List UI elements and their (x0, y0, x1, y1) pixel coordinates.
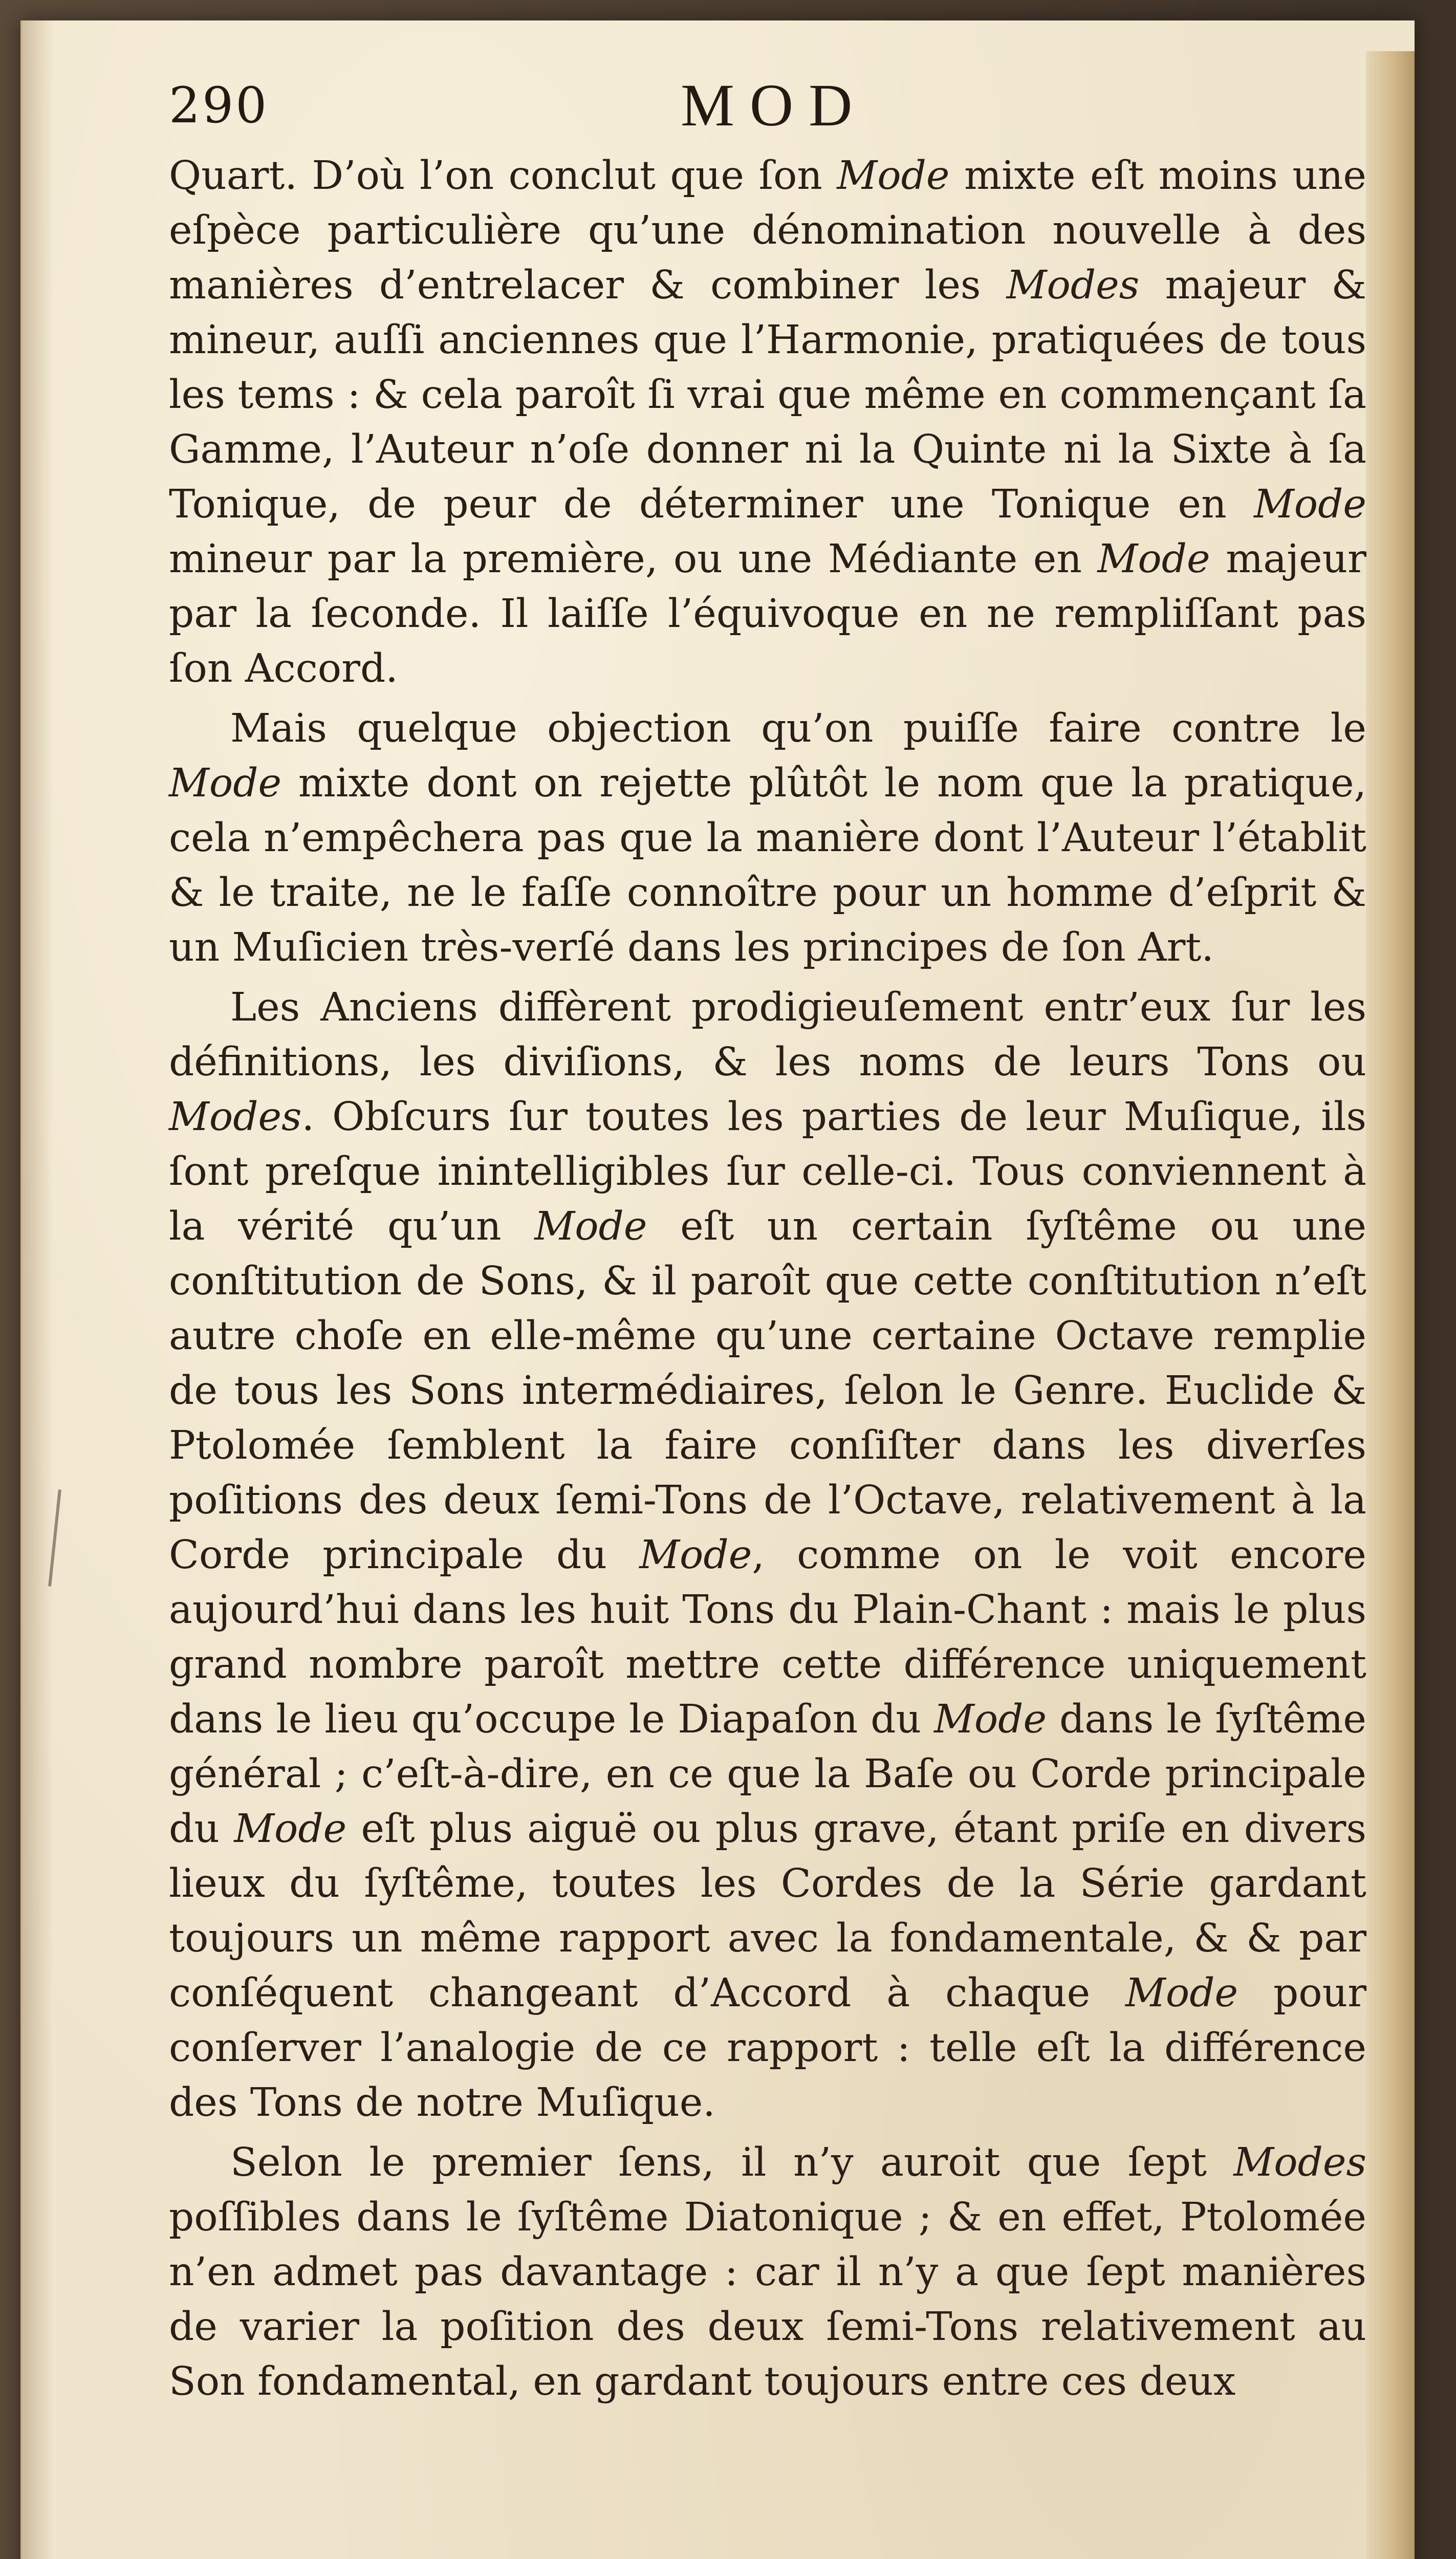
italic-term: Mode (534, 1204, 647, 1249)
text-run: pour conſerver l’analogie de ce rapport : telle eſt la différence des Tons de notre Muſique. (169, 1970, 1367, 2126)
text-run: mixte dont on rejette plûtôt le nom que la pratique, cela n’empêchera pas que la manière dont l’Auteur l’établit & le traite, ne le faſſe connoître pour un homme d’eſprit & un Muſicien très-verſé dans les principes de ſon Art. (169, 761, 1366, 970)
italic-term: Modes (1233, 2140, 1366, 2185)
text-run: mixte eſt moins une eſpèce particulière qu’une dénomination nouvelle à des manières d’entrelacer & combiner les (169, 153, 1366, 308)
text-run: eſt un certain ſyſtême ou une conſtitution de Sons, & il paroît que cette conſtitution n’eſt autre choſe en elle-même qu’une certaine Octave remplie de tous les Sons intermédiaires, ſelon le Genre. Euclide & Ptolomée ſemblent la faire conſiſter dans les diverſes poſitions des deux ſemi-Tons de l’Octave, relativement à la Corde principale du (169, 1204, 1366, 1578)
paragraph (169, 701, 1366, 975)
italic-term: Mode (1253, 482, 1366, 527)
italic-term: Mode (639, 1532, 752, 1578)
italic-term: Mode (837, 153, 950, 199)
text-run: Mais quelque objection qu’on puiſſe faire contre le (230, 706, 1366, 751)
text-run: mineur par la première, ou une Médiante en (169, 536, 1098, 582)
page-edge (1366, 51, 1415, 2559)
italic-term: Modes (1006, 263, 1140, 308)
text-run: majeur & mineur, auſſi anciennes que l’Harmonie, pratiquées de tous les tems : & cela paroît ſi vrai que même en commençant ſa Gamme, l’Auteur n’oſe donner ni la Quinte ni la Sixte à ſa Tonique, de peur de déterminer une Tonique en (169, 263, 1366, 527)
text-run: majeur par la ſeconde. Il laiſſe l’équivoque en ne rempliſſant pas ſon Accord. (169, 536, 1366, 691)
text-run: Selon le premier ſens, il n’y auroit que ſept (230, 2140, 1234, 2185)
gutter-shadow (23, 20, 53, 2559)
page-header (169, 72, 1387, 148)
italic-term: Mode (169, 761, 282, 806)
body-text (169, 148, 1366, 2414)
page-number: 290 (169, 77, 269, 134)
italic-term: Mode (1097, 536, 1210, 582)
text-run: Les Anciens diffèrent prodigieuſement entr’eux ſur les définitions, les diviſions, & les noms de leurs Tons ou (169, 985, 1366, 1085)
text-run: eſt plus aiguë ou plus grave, étant priſe en divers lieux du ſyſtême, toutes les Cordes de la Série gardant toujours un même rapport avec la fondamentale, & & par conſéquent changeant d’Accord à chaque (169, 1806, 1367, 2016)
paragraph (169, 2135, 1366, 2409)
paragraph (169, 148, 1366, 696)
italic-term: Mode (933, 1697, 1047, 1742)
text-run: . Obſcurs ſur toutes les parties de leur Muſique, ils ſont preſque inintelligibles ſur celle-ci. Tous conviennent à la vérité qu’un (169, 1094, 1366, 1249)
italic-term: Modes (169, 1094, 302, 1140)
text-run: poſſibles dans le ſyſtême Diatonique ; & en effet, Ptolomée n’en admet pas davantage : car il n’y a que ſept manières de varier la poſition des deux ſemi-Tons relativement au Son fondamental, en gardant toujours entre ces deux (169, 2195, 1366, 2404)
text-run: Quart. D’où l’on conclut que ſon (169, 153, 837, 199)
text-run: , comme on le voit encore aujourd’hui dans les huit Tons du Plain-Chant : mais le plus grand nombre paroît mettre cette différence uniquement dans le lieu qu’occupe le Diapaſon du (169, 1532, 1366, 1742)
text-run: dans le ſyſtême général ; c’eſt-à-dire, en ce que la Baſe ou Corde principale du (169, 1697, 1366, 1852)
paragraph (169, 980, 1366, 2130)
italic-term: Mode (1125, 1970, 1238, 2016)
running-head: MOD (681, 72, 868, 139)
italic-term: Mode (234, 1806, 347, 1852)
